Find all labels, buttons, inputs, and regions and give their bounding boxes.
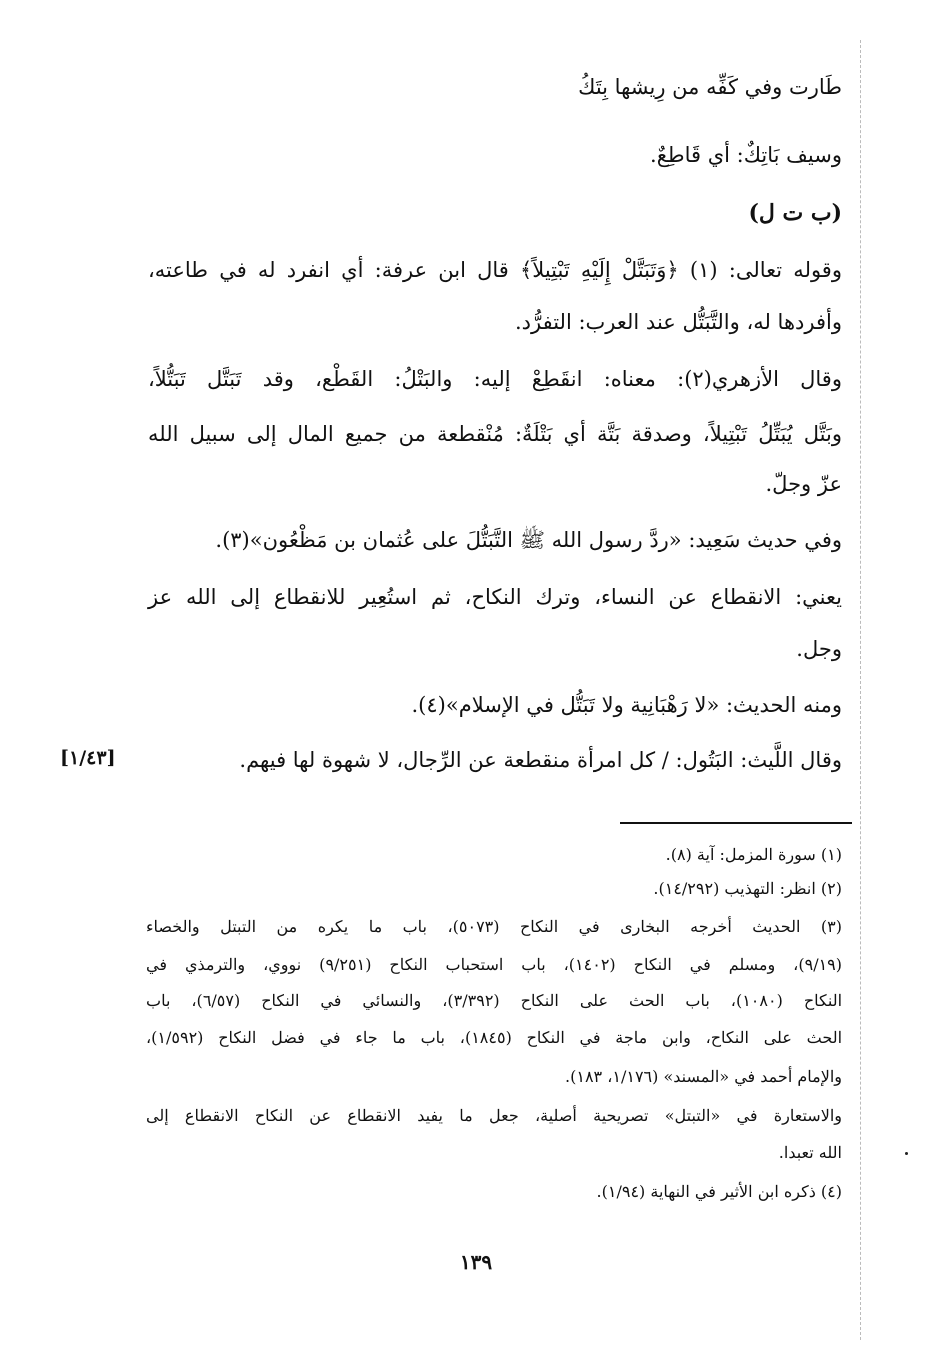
margin-reference: [١/٤٣]	[60, 747, 116, 769]
footnote: (٤) ذكره ابن الأثير في النهاية (١/٩٤).	[596, 1182, 842, 1201]
footnote: (١) سورة المزمل: آية (٨).	[665, 845, 842, 864]
paragraph-line: يعني: الانقطاع عن النساء، وترك النكاح، ثم استُعِير للانقطاع إلى الله عز	[148, 585, 842, 609]
footnote: النكاح (١٠٨٠)، باب الحث على النكاح (٣/٣٩٢)، والنسائي في النكاح (٦/٥٧)، باب	[146, 991, 843, 1010]
footnote: (٢) انظر: التهذيب (١٤/٢٩٢).	[653, 879, 842, 898]
paragraph-line: وقال اللَّيث: البَتُول: / كل امرأة منقطعة عن الرِّجال، لا شهوة لها فيهم.	[239, 748, 842, 772]
footnote: الله تعبدا.	[778, 1143, 842, 1162]
footnote: (٣) الحديث أخرجه البخارى في النكاح (٥٠٧٣)، باب ما يكره من التبتل والخصاء	[146, 917, 842, 936]
footnote: والإمام أحمد في «المسند» (١/١٧٦، ١٨٣).	[565, 1067, 842, 1086]
paragraph-line: وقوله تعالى: (١) ﴿وَتَبَتَّلْ إِلَيْهِ تَبْتِيلاً﴾ قال ابن عرفة: أي انفرد له في طاعته،	[148, 258, 842, 282]
footnote-separator	[620, 822, 852, 824]
paragraph-line: عزّ وجلّ.	[765, 472, 842, 496]
paragraph-line: وأفردها له، والتَّبَتُّل عند العرب: التفرُّد.	[514, 310, 842, 334]
footnote: (٩/١٩)، ومسلم في النكاح (١٤٠٢)، باب استحباب النكاح (٩/٢٥١) نووي، والترمذي في	[146, 955, 843, 974]
verse-line: طَارت وفي كَفِّه من رِيشها بِتَكُ	[578, 75, 842, 99]
scan-edge-marks	[860, 40, 861, 1340]
hadith-line: وفي حديث سَعِيد: «ردَّ رسول الله ﷺ التَّبَتُّلَ على عُثمان بن مَظْعُون»(٣).	[215, 528, 842, 552]
paragraph-line: وجل.	[796, 637, 842, 661]
root-heading: (ب ت ل)	[748, 200, 842, 226]
definition-line: وسيف بَاتِكٌ: أي قَاطِعٌ.	[650, 143, 842, 167]
footnote: الحث على النكاح، وابن ماجة في النكاح (١٨٤٥)، باب ما جاء في فضل النكاح (١/٥٩٢)،	[146, 1028, 843, 1047]
footnote: والاستعارة في «التبتل» تصريحية أصلية، جعل ما يفيد الانقطاع عن النكاح الانقطاع إلى	[146, 1106, 842, 1125]
paragraph-line: وبَتَّل يُبَتِّلُ تَبْتِيلاً، وصدقة بَتَّة أي بَتْلَةٌ: مُنْقطعة من جميع المال إلى سبيل الله	[148, 422, 842, 446]
hadith-line: ومنه الحديث: «لا رَهْبَانِية ولا تَبَتُّل في الإسلام»(٤).	[411, 693, 842, 717]
paragraph-line: وقال الأزهري(٢): معناه: انقَطِعْ إليه: والبَتْلُ: القَطْع، وقد تَبَتَّل تَبَتُّلاً،	[148, 367, 842, 391]
scan-speck	[905, 1152, 908, 1155]
page-number: ١٣٩	[459, 1250, 493, 1274]
